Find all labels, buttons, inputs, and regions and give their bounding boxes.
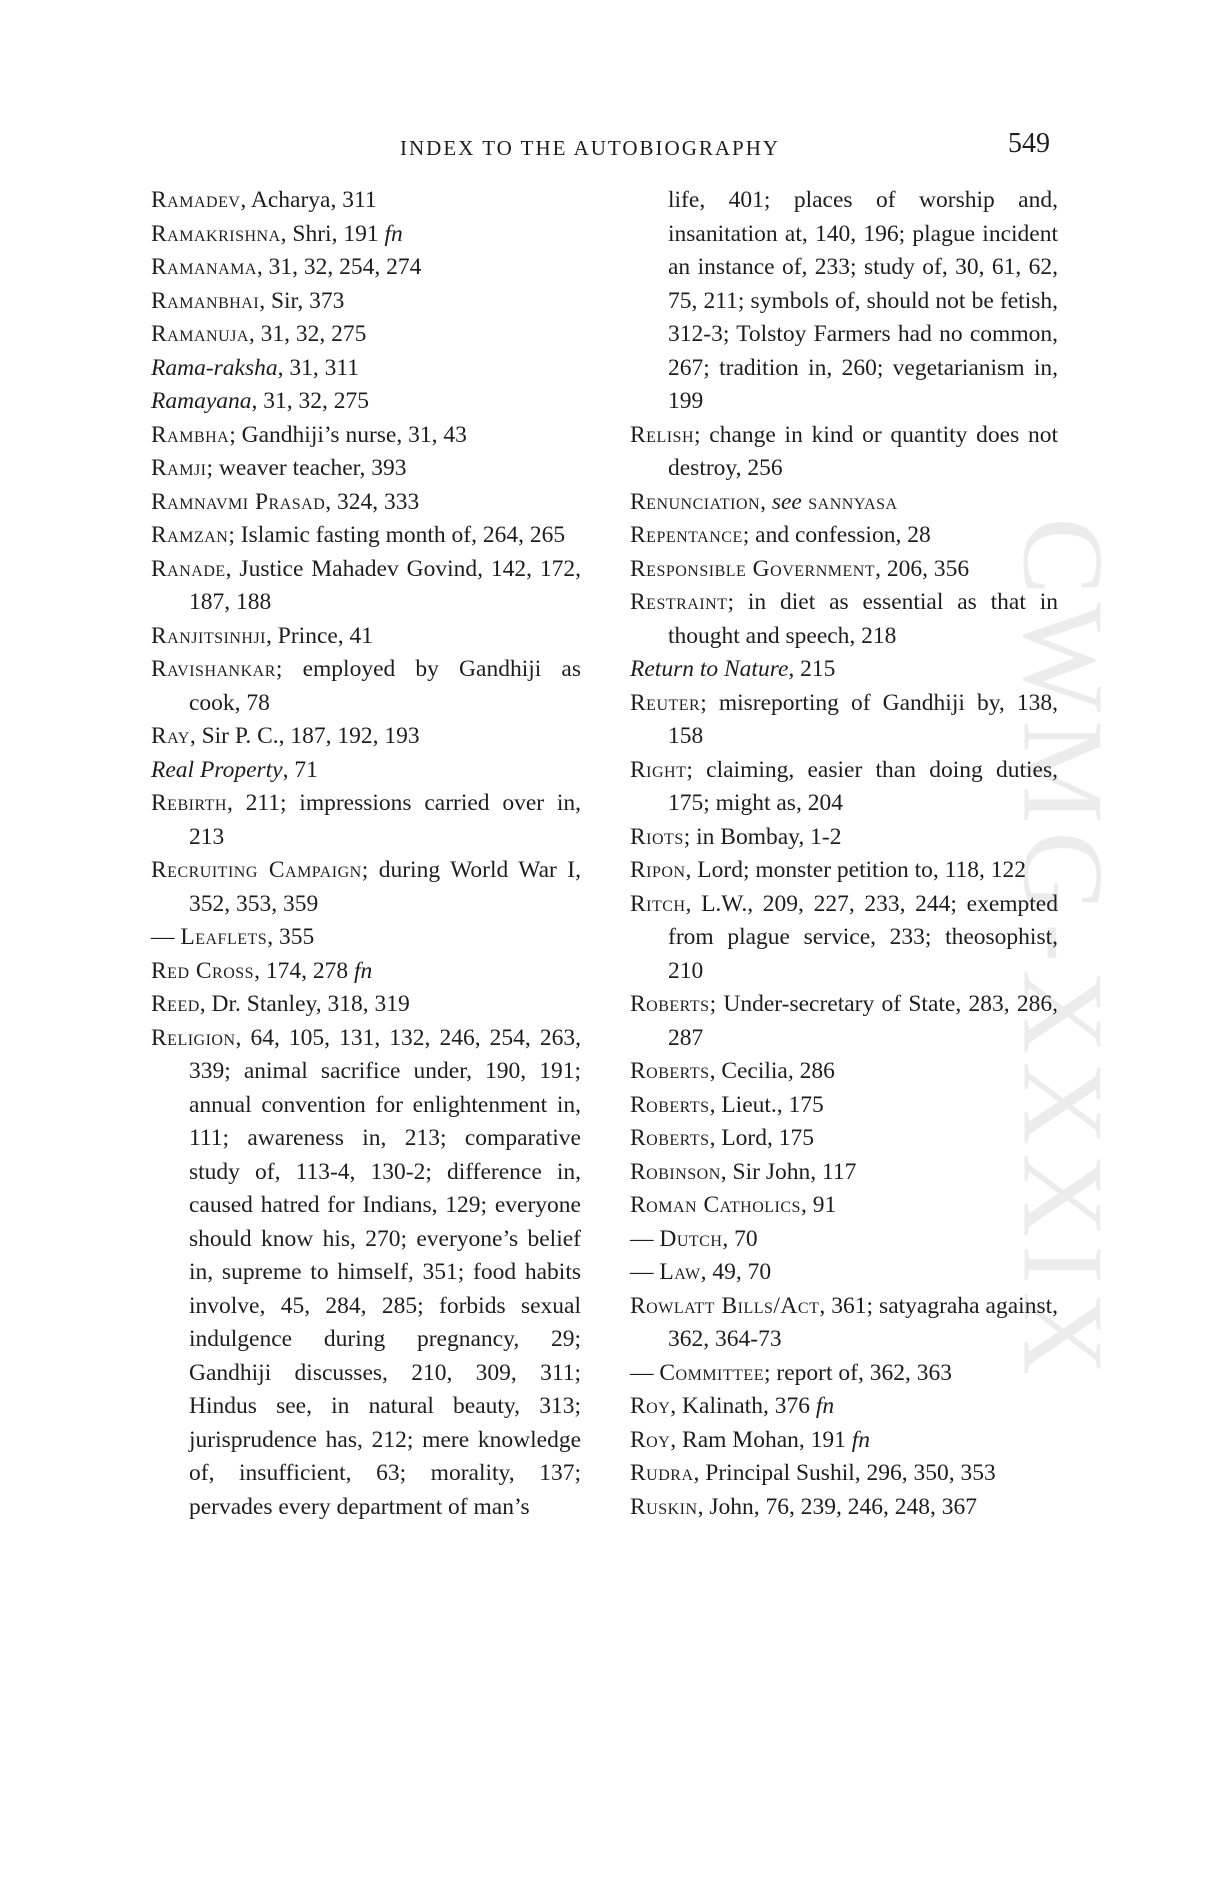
entry-text: ; in Bombay, 1-2 [683, 823, 842, 850]
entry-heading-title: Return to Nature [630, 656, 789, 682]
entry-heading: Rebirth [151, 790, 227, 816]
entry-heading: Roy [630, 1426, 671, 1453]
index-entry [151, 285, 581, 319]
entry-heading: Reed [151, 991, 200, 1017]
entry-heading: Recruiting Campaign [151, 857, 362, 883]
entry-heading: Rambha [151, 421, 230, 448]
index-entry [630, 1189, 1058, 1223]
entry-heading-title: Ramayana [151, 388, 252, 414]
index-entry [630, 1055, 1058, 1089]
index-entry [630, 1223, 1058, 1257]
index-entry [151, 251, 581, 285]
index-entry [630, 1424, 1058, 1458]
entry-text: , 211; impressions carried over in, 213 [189, 790, 581, 850]
entry-text: , Prince, 41 [266, 622, 374, 649]
index-entry [630, 1390, 1058, 1424]
entry-text: , Principal Sushil, 296, 350, 353 [693, 1460, 996, 1486]
index-entry [630, 586, 1058, 653]
index-entry [151, 452, 581, 486]
entry-heading: Religion [151, 1024, 236, 1051]
index-entry [630, 1122, 1058, 1156]
entry-text: , 324, 333 [325, 488, 420, 515]
entry-heading: Roberts [630, 1091, 710, 1118]
entry-heading: Relish [630, 421, 695, 448]
entry-text: ; employed by Gandhiji as cook, 78 [189, 656, 581, 716]
entry-heading: Ramanuja [151, 321, 249, 347]
entry-heading: Ramnavmi Prasad [151, 488, 326, 515]
index-entry [151, 620, 581, 654]
index-entry [630, 988, 1058, 1055]
index-column-left [151, 184, 581, 1524]
index-entry [151, 218, 581, 252]
entry-heading: Ranjitsinhji [151, 622, 267, 649]
entry-heading: Riots [630, 823, 684, 850]
entry-heading: Law [659, 1259, 701, 1285]
entry-heading: Red Cross [151, 957, 255, 984]
entry-footnote-mark: fn [815, 1393, 835, 1419]
entry-heading: Renunciation [630, 488, 761, 515]
index-entry [151, 720, 581, 754]
entry-heading: Repentance [630, 522, 743, 548]
page-number: 549 [1008, 128, 1050, 159]
index-entry [630, 1256, 1058, 1290]
index-entry [151, 486, 581, 520]
index-entry [151, 955, 581, 989]
index-entry [630, 1089, 1058, 1123]
entry-text: , 64, 105, 131, 132, 246, 254, 263, 339; animal sacrifice under, 190, 191; annual convention for enlightenment in, 111; awareness in, 213; comparative study of, 113-4, 130-2; difference in, caused hatred for Indians, 129; everyone should know his, 270; everyone’s belief in, supreme to himself, 351; food habits involve, 45, 284, 285; forbids sexual indulgence during pregnancy, 29; Gandhiji discusses, 210, 309, 311; Hindus see, in natural beauty, 313; jurisprudence has, 212; mere knowledge of, insufficient, 63; morality, 137; pervades every department of man’s [189, 1024, 581, 1520]
entry-text: , Dr. Stanley, 318, 319 [199, 991, 410, 1017]
entry-text: , 355 [267, 924, 315, 950]
entry-heading: Reuter [630, 689, 701, 716]
entry-footnote-mark: fn [384, 220, 403, 247]
entry-heading: Roberts [630, 1125, 710, 1151]
entry-text: , Shri, 191 [280, 220, 385, 247]
entry-heading: Ravishankar [151, 656, 276, 682]
index-entry [151, 988, 581, 1022]
watermark-text: CWMG-XXXIX [998, 516, 1127, 1384]
entry-text: , 31, 311 [277, 354, 360, 381]
entry-text: ; change in kind or quantity does not destroy, 256 [668, 421, 1058, 481]
entry-dash: — [630, 1259, 660, 1285]
entry-dash: — [630, 1225, 660, 1252]
index-entry [151, 854, 581, 921]
entry-text: , Lord, 175 [709, 1125, 814, 1151]
entry-crossref: sannyasa [801, 488, 898, 515]
entry-text: , 91 [800, 1192, 837, 1218]
entry-heading-title: Rama-raksha [151, 354, 278, 381]
entry-text: ; during World War I, 352, 353, 359 [189, 857, 582, 917]
entry-heading: Rudra [630, 1460, 694, 1486]
index-entry [630, 888, 1058, 989]
entry-text: , 31, 32, 275 [251, 388, 370, 414]
index-entry [151, 921, 581, 955]
entry-heading: Ripon [630, 857, 686, 883]
entry-text: , 174, 278 [254, 957, 354, 984]
entry-heading: Responsible Government [630, 555, 876, 582]
entry-heading: Ramanama [151, 254, 257, 280]
index-entry [630, 184, 1058, 419]
entry-text: , Kalinath, 376 [670, 1393, 816, 1419]
entry-heading: Ramakrishna [151, 220, 281, 247]
entry-heading: Ramanbhai [151, 287, 260, 314]
entry-heading: Right [630, 756, 687, 783]
index-entry [630, 1491, 1058, 1525]
entry-heading: Ramzan [151, 522, 229, 548]
page-header [150, 128, 1060, 168]
entry-text: , 206, 356 [875, 555, 970, 582]
index-entry [151, 1022, 581, 1525]
index-entry [151, 352, 581, 386]
entry-text: , 361; satyagraha against, 362, 364-73 [668, 1292, 1058, 1352]
entry-heading: Dutch [659, 1225, 723, 1252]
entry-text: , Acharya, 311 [240, 187, 377, 213]
index-entry [630, 1156, 1058, 1190]
index-entry [630, 1290, 1058, 1357]
entry-text: , John, 76, 239, 246, 248, 367 [697, 1493, 977, 1520]
entry-text: ; misreporting of Gandhiji by, 138, 158 [668, 689, 1058, 749]
entry-dash: — [151, 924, 181, 950]
index-entry [151, 419, 581, 453]
index-entry [151, 318, 581, 352]
entry-heading: Ramadev [151, 187, 241, 213]
entry-heading: Roberts [630, 991, 710, 1017]
entry-heading: Leaflets [180, 924, 268, 950]
entry-heading: Committee [659, 1359, 764, 1386]
entry-heading: Ritch [630, 890, 686, 917]
entry-text: ; in diet as essential as that in thought and speech, 218 [668, 589, 1058, 649]
entry-dash: — [630, 1359, 660, 1386]
entry-text: , 31, 32, 275 [248, 321, 367, 347]
entry-heading: Ramji [151, 455, 207, 481]
entry-heading: Ruskin [630, 1493, 698, 1520]
entry-text: ; and confession, 28 [742, 522, 931, 548]
index-entry [630, 1357, 1058, 1391]
entry-heading: Roberts [630, 1058, 710, 1084]
entry-text: ; Gandhiji’s nurse, 31, 43 [229, 421, 467, 448]
index-entry [151, 787, 581, 854]
entry-text: , 70 [722, 1225, 758, 1252]
entry-heading: Robinson [630, 1158, 721, 1185]
entry-text: , 215 [788, 656, 836, 682]
index-entry [630, 854, 1058, 888]
index-entry [151, 653, 581, 720]
entry-heading: Ray [151, 723, 190, 749]
entry-text: , L.W., 209, 227, 233, 244; exempted from plague service, 233; theosophist, 210 [668, 890, 1058, 984]
index-entry [151, 553, 581, 620]
entry-heading-title: Real Property [151, 756, 283, 783]
index-column-right [630, 184, 1058, 1524]
entry-text: , Cecilia, 286 [709, 1058, 835, 1084]
index-entry [630, 519, 1058, 553]
index-entry [630, 821, 1058, 855]
index-entry [630, 1457, 1058, 1491]
index-entry [630, 486, 1058, 520]
entry-footnote-mark: fn [851, 1426, 871, 1453]
entry-heading: Rowlatt Bills/Act [630, 1292, 820, 1319]
index-entry [630, 754, 1058, 821]
index-entry [630, 653, 1058, 687]
entry-text: , Sir John, 117 [720, 1158, 857, 1185]
entry-text: ; report of, 362, 363 [763, 1359, 952, 1386]
entry-heading: Ranade [151, 555, 226, 582]
entry-see: see [771, 488, 802, 515]
entry-heading: Roman Catholics [630, 1192, 801, 1218]
entry-text: , 71 [282, 756, 318, 783]
entry-heading: Roy [630, 1393, 671, 1419]
entry-text: , Lieut., 175 [709, 1091, 824, 1118]
entry-text: ; Islamic fasting month of, 264, 265 [228, 522, 566, 548]
index-entry [151, 519, 581, 553]
entry-text: ; weaver teacher, 393 [206, 455, 407, 481]
entry-text: , Sir P. C., 187, 192, 193 [189, 723, 420, 749]
entry-text: , 49, 70 [700, 1259, 772, 1285]
entry-heading: Restraint [630, 589, 728, 615]
entry-text: , Justice Mahadev Govind, 142, 172, 187, 188 [189, 555, 581, 615]
index-entry [630, 419, 1058, 486]
index-entry [151, 385, 581, 419]
entry-text: , 31, 32, 254, 274 [256, 254, 422, 280]
index-entry [151, 754, 581, 788]
entry-footnote-mark: fn [353, 957, 373, 984]
entry-text: , Sir, 373 [259, 287, 345, 314]
index-entry [630, 687, 1058, 754]
entry-text: ; Under-secretary of State, 283, 286, 287 [668, 991, 1058, 1051]
entry-text: , Ram Mohan, 191 [670, 1426, 852, 1453]
entry-text: ; claiming, easier than doing duties, 175; might as, 204 [668, 756, 1058, 816]
entry-text: , [760, 488, 772, 515]
index-entry [630, 553, 1058, 587]
entry-text: , Lord; monster petition to, 118, 122 [685, 857, 1027, 883]
entry-continuation: life, 401; places of worship and, insanitation at, 140, 196; plague incident an instance of, 233; study of, 30, 61, 62, 75, 211; symbols of, should not be fetish, 312-3; Tolstoy Farmers had no common, 267; tradition in, 260; vegetarianism in, 199 [668, 187, 1058, 414]
index-entry [151, 184, 581, 218]
running-head: INDEX TO THE AUTOBIOGRAPHY [400, 136, 781, 160]
